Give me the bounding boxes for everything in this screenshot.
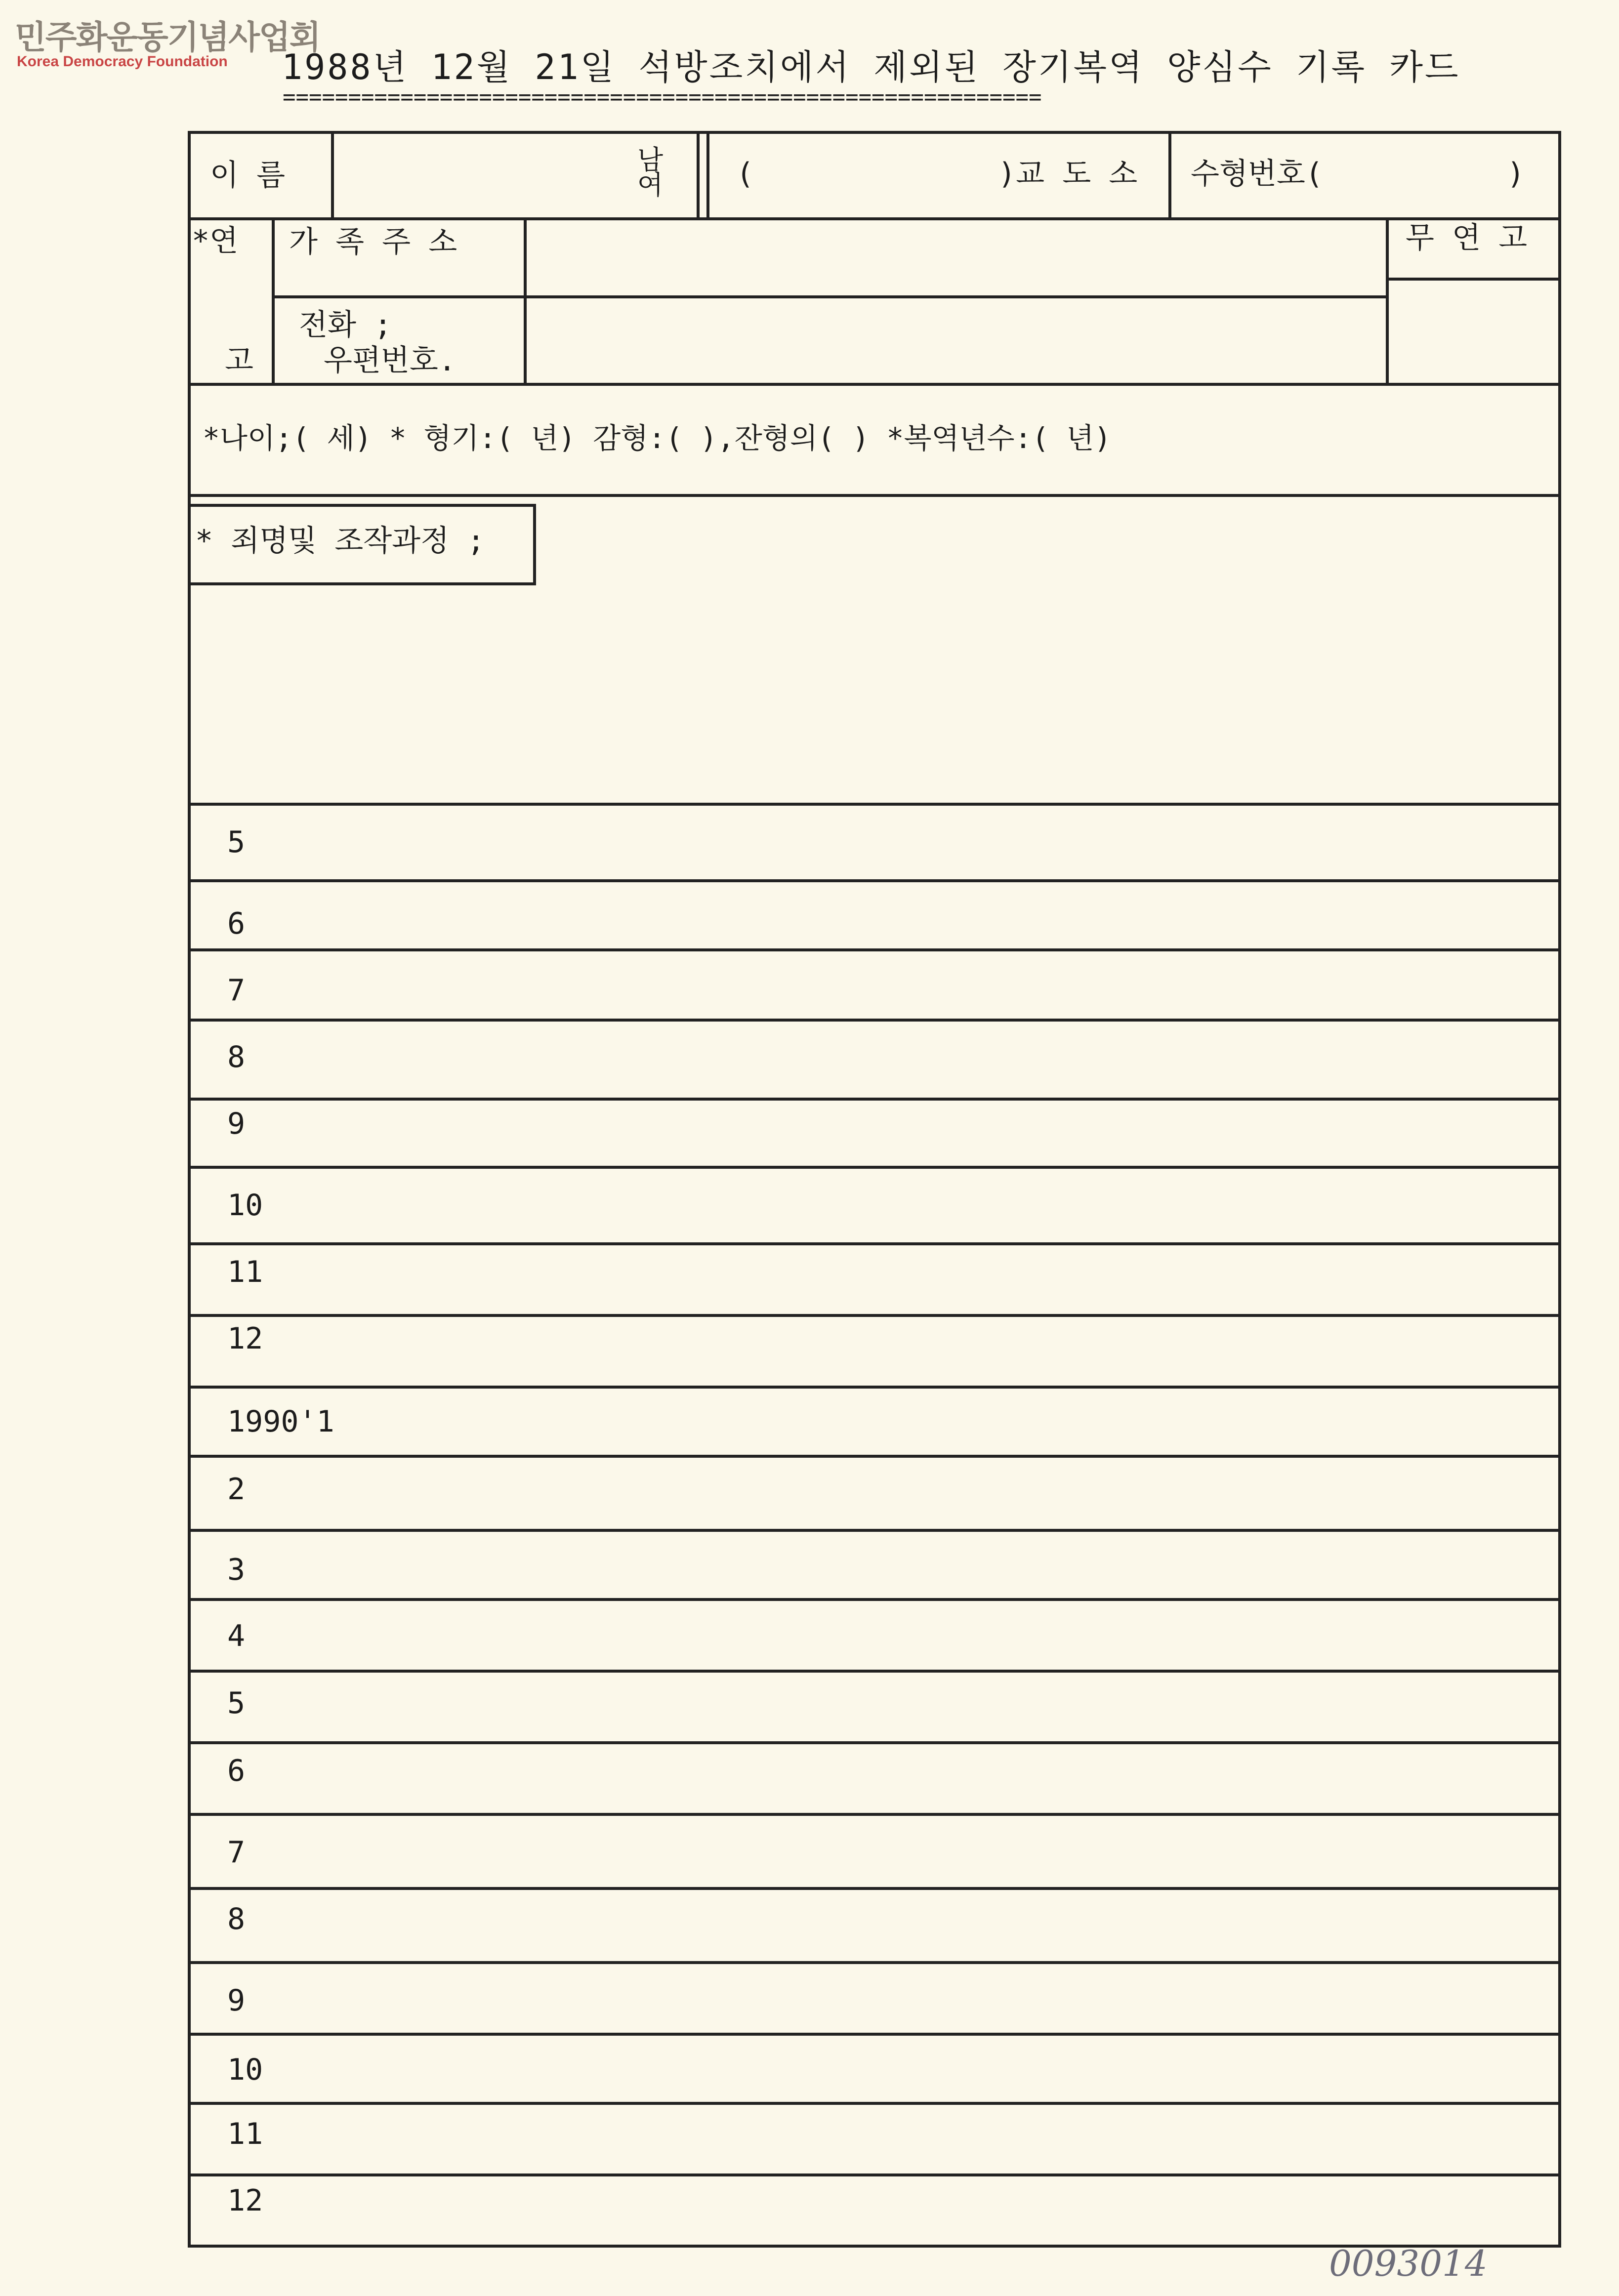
row-month-label: 6: [227, 1754, 246, 1788]
divider: [188, 1529, 1561, 1532]
contact-label-top: *연: [192, 224, 239, 258]
sentence-details-line: *나이;( 세) * 형기:( 년) 감형:( ),잔형의( ) *복역년수:( 년): [203, 421, 1112, 455]
row-month-label: 3: [227, 1553, 246, 1587]
row-month-label: 8: [227, 1902, 246, 1936]
divider: [272, 295, 1386, 298]
row-month-label: 6: [227, 906, 246, 941]
title-underline: ==========================================================: [283, 86, 1042, 108]
row-month-label: 10: [227, 1188, 263, 1223]
divider: [188, 1019, 1561, 1022]
archive-number: 0093014: [1329, 2243, 1488, 2284]
charge-label: * 죄명및 조작과정 ;: [195, 524, 485, 558]
row-month-label: 1990'1: [227, 1404, 334, 1439]
divider: [188, 1598, 1561, 1601]
divider: [188, 217, 1561, 220]
divider: [188, 1670, 1561, 1673]
row-month-label: 5: [227, 1686, 246, 1721]
phone-label: 전화 ;: [299, 308, 392, 342]
prison-label: )교 도 소: [998, 157, 1138, 191]
row-month-label: 9: [227, 1107, 246, 1141]
foundation-logo-english: Korea Democracy Foundation: [17, 53, 228, 70]
divider: [706, 131, 709, 219]
row-month-label: 12: [227, 2183, 263, 2218]
divider: [1386, 278, 1561, 281]
row-month-label: 9: [227, 1983, 246, 2018]
row-month-label: 2: [227, 1472, 246, 1507]
no-relatives-label: 무 연 고: [1406, 221, 1528, 255]
divider: [188, 803, 1561, 806]
prison-open-paren: (: [736, 157, 754, 191]
divider: [188, 1887, 1561, 1890]
row-month-label: 12: [227, 1321, 263, 1356]
contact-label-bottom: 고: [225, 343, 253, 378]
divider: [188, 1098, 1561, 1101]
divider: [188, 383, 1561, 386]
divider: [1386, 217, 1389, 384]
divider: [188, 948, 1561, 951]
divider: [188, 2033, 1561, 2036]
divider: [188, 1166, 1561, 1169]
row-month-label: 11: [227, 2117, 263, 2151]
document-title: 1988년 12월 21일 석방조치에서 제외된 장기복역 양심수 기록 카드: [282, 47, 1460, 87]
gender-label: 남여: [637, 144, 664, 201]
inmate-number-close-paren: ): [1507, 157, 1525, 191]
divider: [188, 879, 1561, 882]
inmate-number-label: 수형번호(: [1191, 157, 1323, 191]
family-address-label: 가 족 주 소: [289, 225, 457, 259]
divider: [188, 1386, 1561, 1389]
divider: [524, 217, 527, 384]
name-label: 이 름: [210, 158, 286, 193]
divider: [1168, 131, 1171, 219]
divider: [331, 131, 334, 219]
row-month-label: 10: [227, 2052, 263, 2087]
divider: [188, 1314, 1561, 1317]
row-month-label: 5: [227, 825, 246, 860]
row-month-label: 7: [227, 1835, 246, 1870]
foundation-logo: 민주화운동기념사업회: [15, 18, 320, 56]
divider: [188, 2102, 1561, 2105]
row-month-label: 7: [227, 973, 246, 1008]
divider: [188, 2173, 1561, 2176]
divider: [188, 1242, 1561, 1245]
row-month-label: 4: [227, 1619, 246, 1653]
divider: [272, 217, 275, 384]
divider: [188, 1961, 1561, 1964]
row-month-label: 8: [227, 1040, 246, 1074]
divider: [188, 494, 1561, 497]
divider: [188, 1455, 1561, 1458]
postal-code-label: 우편번호.: [324, 343, 456, 378]
divider: [697, 131, 700, 219]
divider: [188, 1813, 1561, 1816]
row-month-label: 11: [227, 1255, 263, 1289]
divider: [188, 1741, 1561, 1744]
